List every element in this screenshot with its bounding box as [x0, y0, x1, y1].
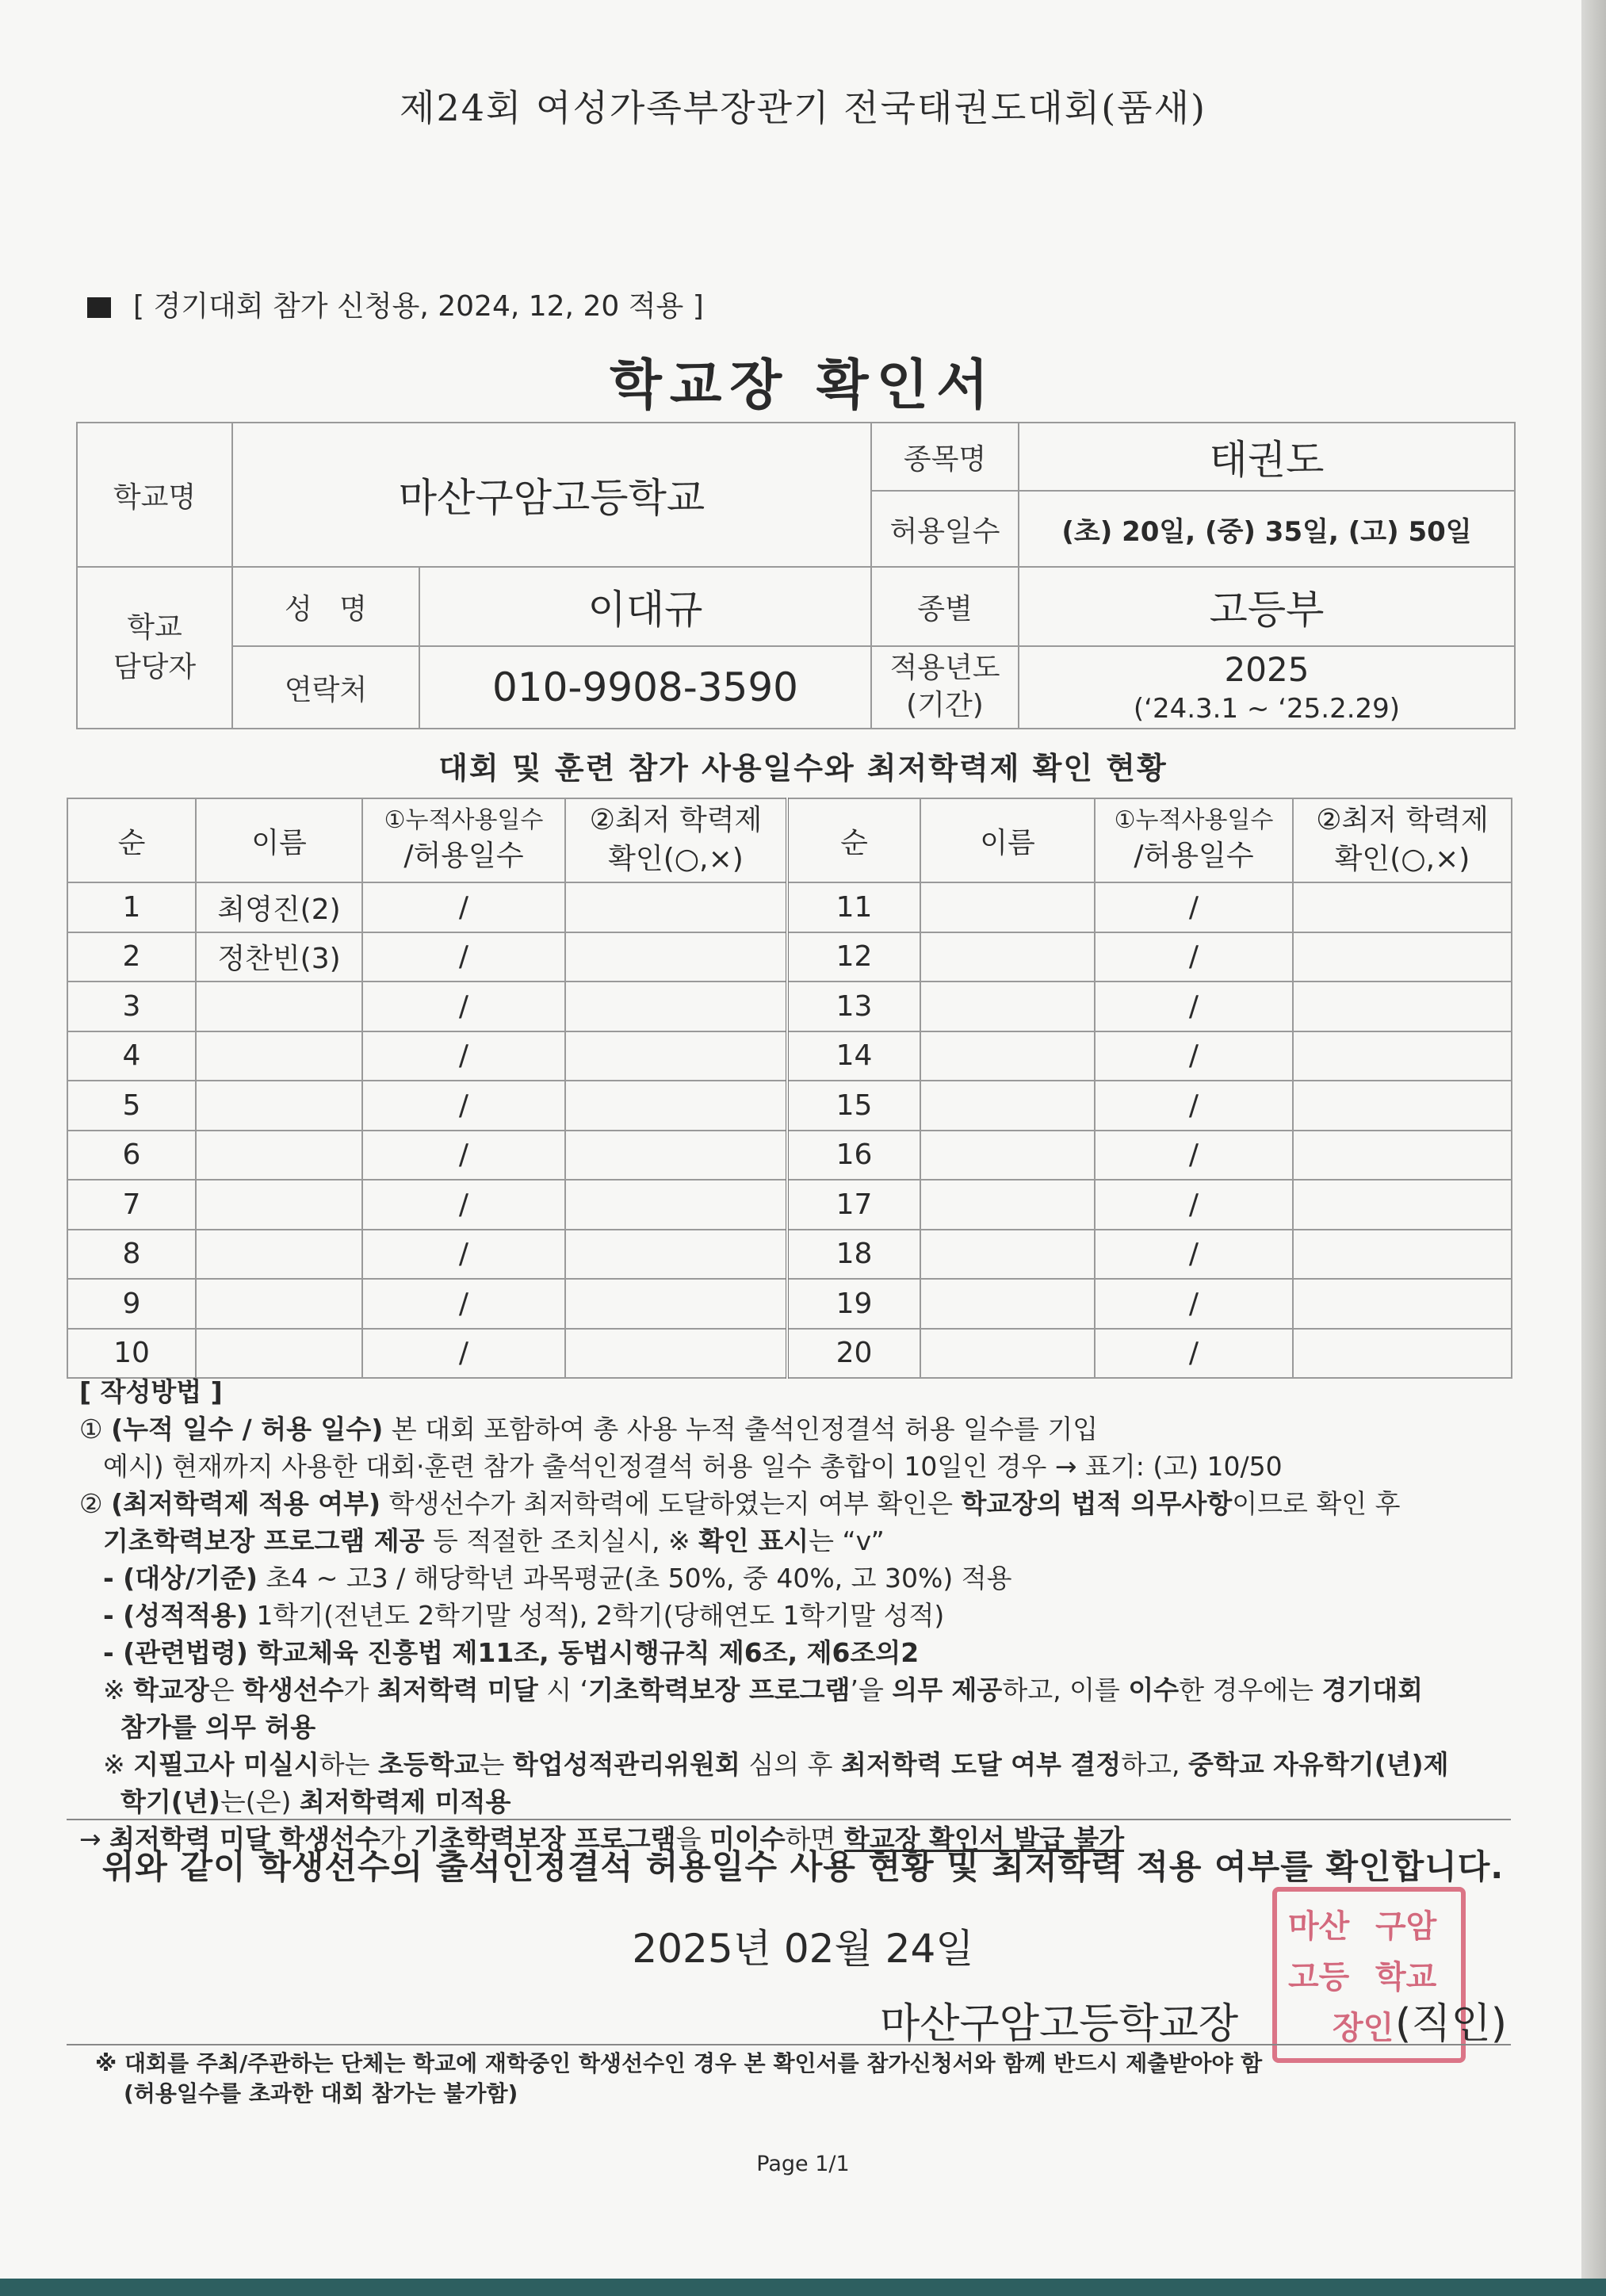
col-header-check-line2: 확인(○,×): [608, 843, 744, 875]
table-row: [67, 1230, 1512, 1280]
method-line-4: [79, 1522, 1530, 1559]
min-academic-check: [1293, 1329, 1512, 1379]
col-header-days-line1: ①누적사용일수: [384, 806, 544, 835]
col-header-days-2-line1: ①누적사용일수: [1114, 806, 1274, 835]
method-l3-bold2: 학교장의 법적 의무사항: [961, 1488, 1233, 1519]
table-row: [67, 1180, 1512, 1230]
row-no: 1: [67, 882, 196, 932]
cumulative-days: /: [362, 1279, 565, 1329]
l11b: 는(은): [220, 1786, 300, 1817]
row-no: 7: [67, 1180, 196, 1230]
col-header-check-2-line1: ②최저 학력제: [1316, 804, 1489, 837]
l8n: 경기대회: [1321, 1674, 1423, 1705]
l10h: 최저학력 도달 여부 결정: [840, 1749, 1122, 1780]
cumulative-days: /: [362, 1031, 565, 1081]
l8j: 의무 제공: [892, 1674, 1003, 1705]
writing-method: [79, 1373, 1530, 1858]
name-label: 성 명: [232, 567, 419, 646]
student-name: [196, 1230, 362, 1280]
status-table: [67, 798, 1512, 1379]
row-no: 5: [67, 1081, 196, 1131]
student-name: [920, 1230, 1095, 1280]
l10b: 지필고사 미실시: [133, 1749, 319, 1780]
min-academic-check: [565, 1081, 787, 1131]
cumulative-days: /: [1095, 932, 1293, 982]
cumulative-days: /: [362, 982, 565, 1031]
event-name: 태권도: [1019, 423, 1515, 491]
l11c: 최저학력제 미적용: [299, 1786, 511, 1817]
student-name: [920, 1081, 1095, 1131]
cumulative-days: /: [1095, 982, 1293, 1031]
status-table-body: [67, 798, 1512, 1378]
division-label: 종별: [871, 567, 1019, 646]
method-l4-mid: 등 적절한 조치실시, ※: [424, 1525, 699, 1556]
col-header-no-2: 순: [787, 798, 920, 882]
circled-one: ①: [79, 1414, 103, 1445]
l12g: 하면: [785, 1823, 844, 1854]
page-number: Page 1/1: [756, 2152, 850, 2176]
stamp-mark: (직인): [1395, 2000, 1508, 2048]
student-name: [196, 1180, 362, 1230]
manager-label-line2: 담당자: [113, 651, 197, 683]
col-header-days-line2: /허용일수: [403, 839, 524, 872]
l12b: 최저학력 미달 학생선수: [109, 1823, 380, 1854]
l10e: 는: [479, 1749, 513, 1780]
method-l6-rest: 1학기(전년도 2학기말 성적), 2학기(당해연도 1학기말 성적): [247, 1600, 945, 1631]
l10g: 심의 후: [740, 1749, 841, 1780]
cumulative-days: /: [1095, 1081, 1293, 1131]
seal-char-4: 학교: [1375, 1959, 1437, 1996]
l10i: 하고,: [1121, 1749, 1188, 1780]
min-academic-check: [1293, 1031, 1512, 1081]
cumulative-days: /: [362, 1230, 565, 1280]
principal-name: 마산구암고등학교장: [880, 2000, 1239, 2048]
min-academic-check: [565, 982, 787, 1031]
method-line-6: [79, 1597, 1530, 1634]
col-header-no: 순: [67, 798, 196, 882]
cumulative-days: /: [362, 1180, 565, 1230]
method-line-8: [79, 1671, 1530, 1709]
l8g: 시 ‘: [537, 1674, 589, 1705]
method-line-2: 예시) 현재까지 사용한 대회·훈련 참가 출석인정결석 허용 일수 총합이 10일인 경우 → 표기: (고) 10/50: [103, 1451, 1283, 1482]
min-academic-check: [1293, 1180, 1512, 1230]
student-name: [196, 1031, 362, 1081]
min-academic-check: [1293, 1131, 1512, 1181]
method-line-10: [79, 1746, 1530, 1783]
table-row: [67, 882, 1512, 932]
col-header-check: [565, 798, 787, 882]
l10a: ※: [103, 1749, 134, 1780]
cumulative-days: /: [362, 932, 565, 982]
cumulative-days: /: [362, 1131, 565, 1181]
student-name: [920, 982, 1095, 1031]
row-no: 11: [787, 882, 920, 932]
min-academic-check: [565, 1031, 787, 1081]
row-no: 12: [787, 932, 920, 982]
cumulative-days: /: [1095, 1180, 1293, 1230]
min-academic-check: [565, 1279, 787, 1329]
method-l4-end: 는 “v”: [809, 1525, 885, 1556]
row-no: 16: [787, 1131, 920, 1181]
l8i: ’을: [850, 1674, 893, 1705]
method-l4-bold: 기초학력보장 프로그램 제공: [103, 1525, 425, 1556]
col-header-days-2: [1095, 798, 1293, 882]
year-label-line2: (기간): [906, 689, 984, 721]
allow-days-label: 허용일수: [871, 491, 1019, 567]
school-name: 마산구암고등학교: [232, 423, 871, 567]
method-l9-bold: 참가를 의무 허용: [120, 1712, 316, 1743]
sub-header-text: [ 경기대회 참가 신청용, 2024, 12, 20 적용 ]: [133, 290, 704, 323]
min-academic-check: [565, 1180, 787, 1230]
l8a: ※: [103, 1674, 134, 1705]
document-title: 학교장 확인서: [610, 354, 996, 417]
l10f: 학업성적관리위원회: [512, 1749, 740, 1780]
row-no: 4: [67, 1031, 196, 1081]
year-cell: [1019, 646, 1515, 729]
l8c: 은: [208, 1674, 243, 1705]
method-line-11: [79, 1783, 1530, 1820]
row-no: 13: [787, 982, 920, 1031]
student-name: [920, 932, 1095, 982]
student-name: [920, 1031, 1095, 1081]
cumulative-days: /: [1095, 1031, 1293, 1081]
table-row: [67, 1081, 1512, 1131]
divider-rule: [67, 1819, 1511, 1820]
l12c: 가: [380, 1823, 415, 1854]
school-label: 학교명: [77, 423, 232, 567]
row-no: 15: [787, 1081, 920, 1131]
cumulative-days: /: [1095, 1230, 1293, 1280]
row-no: 3: [67, 982, 196, 1031]
l8e: 가: [343, 1674, 378, 1705]
method-l3-end: 이므로 확인 후: [1232, 1488, 1401, 1519]
min-academic-check: [565, 932, 787, 982]
footnote-rule: [67, 2044, 1511, 2045]
l10c: 하는: [319, 1749, 379, 1780]
student-name: [196, 1329, 362, 1379]
allow-days-value: (초) 20일, (중) 35일, (고) 50일: [1019, 491, 1515, 567]
footnote-line-2: (허용일수를 초과한 대회 참가는 불가함): [124, 2080, 518, 2107]
l12d: 기초학력보장 프로그램: [414, 1823, 676, 1854]
min-academic-check: [565, 1329, 787, 1379]
student-name: 최영진(2): [196, 882, 362, 932]
min-academic-check: [565, 1230, 787, 1280]
method-l1-rest: 본 대회 포함하여 총 사용 누적 출석인정결석 허용 일수를 기입: [383, 1414, 1099, 1445]
method-line-3: [79, 1485, 1530, 1522]
table-row: [67, 1329, 1512, 1379]
method-l6-bold: - (성적적용): [103, 1600, 248, 1631]
manager-label-line1: 학교: [127, 610, 182, 644]
method-l4-bold2: 확인 표시: [698, 1525, 809, 1556]
table-row: [67, 932, 1512, 982]
footnote: [95, 2049, 1262, 2109]
student-name: [920, 1131, 1095, 1181]
cumulative-days: /: [362, 1329, 565, 1379]
row-no: 10: [67, 1329, 196, 1379]
cumulative-days: /: [362, 1081, 565, 1131]
method-line-9: [79, 1709, 1530, 1746]
year-value: 2025: [1224, 649, 1310, 689]
table-row: [67, 982, 1512, 1031]
method-l1-bold: (누적 일수 / 허용 일수): [111, 1414, 384, 1445]
division-value: 고등부: [1019, 567, 1515, 646]
row-no: 17: [787, 1180, 920, 1230]
background-strip: [0, 2279, 1606, 2296]
student-name: [196, 1131, 362, 1181]
l8d: 학생선수: [243, 1674, 344, 1705]
issue-date: 2025년 02월 24일: [632, 1926, 974, 1972]
l8l: 이수: [1128, 1674, 1180, 1705]
table-row: [67, 1031, 1512, 1081]
table-row: [67, 1131, 1512, 1181]
min-academic-check: [1293, 1279, 1512, 1329]
min-academic-check: [1293, 982, 1512, 1031]
footnote-line-1: ※ 대회를 주최/주관하는 단체는 학교에 재학중인 학생선수인 경우 본 확인서를 참가신청서와 함께 반드시 제출받아야 함: [95, 2050, 1263, 2076]
l12h: 학교장 확인서 발급 불가: [843, 1823, 1125, 1854]
row-no: 8: [67, 1230, 196, 1280]
l8b: 학교장: [133, 1674, 209, 1705]
col-header-check-2-line2: 확인(○,×): [1334, 843, 1470, 875]
col-header-check-line1: ②최저 학력제: [589, 804, 763, 837]
row-no: 2: [67, 932, 196, 982]
seal-char-5: 장인: [1333, 2010, 1394, 2046]
row-no: 19: [787, 1279, 920, 1329]
method-l5-bold: - (대상/기준): [103, 1563, 258, 1594]
col-header-check-2: [1293, 798, 1512, 882]
method-line-5: [79, 1559, 1530, 1597]
method-l3-mid: 학생선수가 최저학력에 도달하였는지 여부 확인은: [380, 1488, 962, 1519]
min-academic-check: [1293, 932, 1512, 982]
student-name: 정찬빈(3): [196, 932, 362, 982]
l12a: →: [79, 1823, 110, 1854]
row-no: 14: [787, 1031, 920, 1081]
contact-label: 연락처: [232, 646, 419, 729]
row-no: 9: [67, 1279, 196, 1329]
year-label: [871, 646, 1019, 729]
event-label: 종목명: [871, 423, 1019, 491]
col-header-name-2: 이름: [920, 798, 1095, 882]
year-label-line1: 적용년도: [889, 652, 1000, 685]
student-name: [196, 1081, 362, 1131]
l8k: 하고, 이를: [1002, 1674, 1129, 1705]
l12e: 을: [675, 1823, 709, 1854]
col-header-days: [362, 798, 565, 882]
seal-char-1: 마산: [1288, 1908, 1350, 1945]
row-no: 6: [67, 1131, 196, 1181]
min-academic-check: [1293, 882, 1512, 932]
student-name: [920, 882, 1095, 932]
method-heading: [ 작성방법 ]: [79, 1376, 223, 1407]
event-title: 제24회 여성가족부장관기 전국태권도대회(품새): [400, 86, 1206, 129]
manager-label: [77, 567, 232, 729]
seal-char-2: 구암: [1375, 1908, 1437, 1945]
l10d: 초등학교: [378, 1749, 480, 1780]
col-header-days-2-line2: /허용일수: [1134, 839, 1254, 872]
method-l5-rest: 초4 ~ 고3 / 해당학년 과목평균(초 50%, 중 40%, 고 30%) 적용: [257, 1563, 1012, 1594]
cumulative-days: /: [1095, 1329, 1293, 1379]
info-table: [76, 422, 1516, 729]
period-value: (‘24.3.1 ~ ‘25.2.29): [1133, 693, 1401, 725]
manager-name: 이대규: [419, 567, 871, 646]
contact-value: 010-9908-3590: [419, 646, 871, 729]
student-name: [196, 982, 362, 1031]
section-title: 대회 및 훈련 참가 사용일수와 최저학력제 확인 현황: [438, 751, 1168, 786]
l8m: 한 경우에는: [1179, 1674, 1322, 1705]
l11a: 학기(년): [120, 1786, 220, 1817]
confirm-statement: 위와 같이 학생선수의 출석인정결석 허용일수 사용 현황 및 최저학력 적용 여부를 확인합니다.: [101, 1847, 1505, 1886]
col-header-name: 이름: [196, 798, 362, 882]
min-academic-check: [1293, 1230, 1512, 1280]
method-line-7: [79, 1634, 1530, 1671]
row-no: 20: [787, 1329, 920, 1379]
student-name: [920, 1180, 1095, 1230]
min-academic-check: [565, 1131, 787, 1181]
method-l7-bold: - (관련법령) 학교체육 진흥법 제11조, 동법시행규칙 제6조, 제6조의2: [103, 1637, 920, 1668]
table-row: [67, 1279, 1512, 1329]
student-name: [196, 1279, 362, 1329]
student-name: [920, 1279, 1095, 1329]
student-name: [920, 1329, 1095, 1379]
row-no: 18: [787, 1230, 920, 1280]
cumulative-days: /: [1095, 1279, 1293, 1329]
sub-header: [87, 284, 704, 324]
cumulative-days: /: [1095, 882, 1293, 932]
min-academic-check: [1293, 1081, 1512, 1131]
cumulative-days: /: [362, 882, 565, 932]
cumulative-days: /: [1095, 1131, 1293, 1181]
l8f: 최저학력 미달: [377, 1674, 538, 1705]
l12f: 미이수: [709, 1823, 786, 1854]
square-bullet-icon: [87, 297, 111, 318]
method-line-1: [79, 1410, 1530, 1448]
min-academic-check: [565, 882, 787, 932]
method-l3-bold: (최저학력제 적용 여부): [111, 1488, 381, 1519]
seal-char-3: 고등: [1288, 1959, 1350, 1996]
circled-two: ②: [79, 1488, 103, 1519]
l8h: 기초학력보장 프로그램: [588, 1674, 851, 1705]
l10j: 중학교 자유학기(년)제: [1187, 1749, 1449, 1780]
